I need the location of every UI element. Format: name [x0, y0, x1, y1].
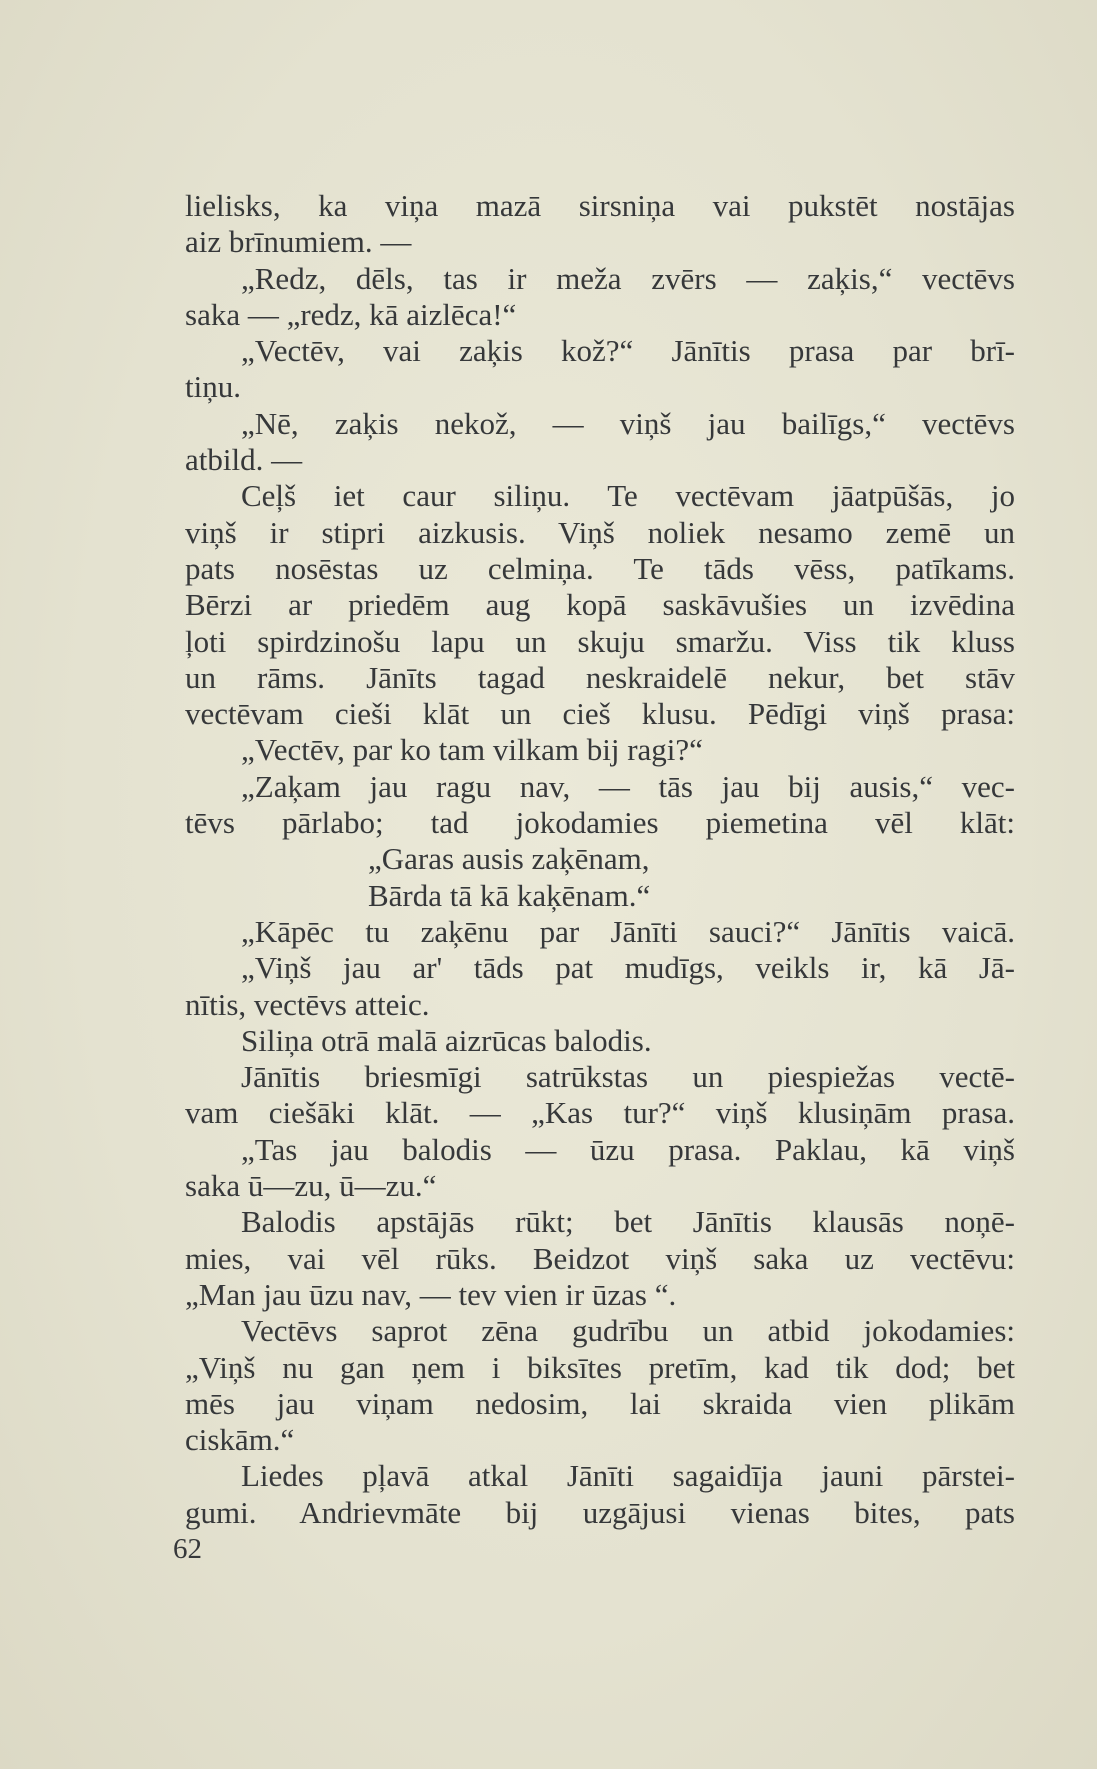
text-line: Siliņa otrā malā aizrūcas balodis. [241, 1022, 652, 1058]
text-line: „Nē, zaķis nekož, — viņš jau bailīgs,“ vectēvs [241, 405, 1015, 441]
text-line: ļoti spirdzinošu lapu un skuju smaržu. Viss tik kluss [185, 623, 1015, 659]
text-line: Ceļš iet caur siliņu. Te vectēvam jāatpūšās, jo [241, 478, 1015, 514]
text-line: „Tas jau balodis — ūzu prasa. Paklau, kā viņš [241, 1131, 1015, 1167]
text-line: mēs jau viņam nedosim, lai skraida vien plikām [185, 1385, 1015, 1421]
text-line: lielisks, ka viņa mazā sirsniņa vai pukstēt nostājas [185, 188, 1015, 223]
text-line: vectēvam cieši klāt un cieš klusu. Pēdīgi viņš prasa: [185, 696, 1015, 732]
text-line: „Viņš nu gan ņem i biksītes pretīm, kad tik dod; bet [185, 1349, 1015, 1385]
text-line: „Man jau ūzu nav, — tev vien ir ūzas “. [185, 1276, 677, 1312]
text-line: aiz brīnumiem. — [185, 224, 412, 260]
text-line: viņš ir stipri aizkusis. Viņš noliek nesamo zemē un [185, 514, 1015, 550]
text-line: pats nosēstas uz celmiņa. Te tāds vēss, patīkams. [185, 550, 1015, 586]
text-line: nītis, vectēvs atteic. [185, 986, 430, 1022]
text-line: „Kāpēc tu zaķēnu par Jānīti sauci?“ Jānītis vaicā. [241, 913, 1015, 949]
text-line: Balodis apstājās rūkt; bet Jānītis klausās noņē- [241, 1204, 1015, 1240]
text-line: saka — „redz, kā aizlēca!“ [185, 296, 517, 332]
text-line: „Redz, dēls, tas ir meža zvērs — zaķis,“ vectēvs [241, 260, 1015, 296]
text-line: Bērzi ar priedēm aug kopā saskāvušies un izvēdina [185, 587, 1015, 623]
text-line: tiņu. [185, 369, 241, 405]
text-line: mies, vai vēl rūks. Beidzot viņš saka uz vectēvu: [185, 1240, 1015, 1276]
text-line: un rāms. Jānīts tagad neskraidelē nekur, bet stāv [185, 659, 1015, 695]
text-line: „Vectēv, vai zaķis kož?“ Jānītis prasa par brī- [241, 333, 1015, 369]
text-line: „Zaķam jau ragu nav, — tās jau bij ausis,“ vec- [241, 768, 1015, 804]
text-line: Vectēvs saprot zēna gudrību un atbid jokodamies: [241, 1313, 1015, 1349]
text-line: Bārda tā kā kaķēnam.“ [368, 877, 651, 913]
text-line: „Vectēv, par ko tam vilkam bij ragi?“ [241, 732, 703, 768]
text-line: „Garas ausis zaķēnam, [368, 841, 650, 877]
text-line: atbild. — [185, 442, 303, 478]
text-line: tēvs pārlabo; tad jokodamies piemetina vēl klāt: [185, 805, 1015, 841]
text-line: vam ciešāki klāt. — „Kas tur?“ viņš klusiņām prasa. [185, 1095, 1015, 1131]
text-line: ciskām.“ [185, 1422, 295, 1458]
text-line: saka ū—zu, ū—zu.“ [185, 1168, 437, 1204]
text-line: gumi. Andrievmāte bij uzgājusi vienas bites, pats [185, 1494, 1015, 1530]
text-line: Liedes pļavā atkal Jānīti sagaidīja jauni pārstei- [241, 1458, 1015, 1494]
text-line: Jānītis briesmīgi satrūkstas un piespiežas vectē- [241, 1059, 1015, 1095]
text-line: „Viņš jau ar' tāds pat mudīgs, veikls ir, kā Jā- [241, 950, 1015, 986]
body-text [185, 188, 1015, 1531]
page-number: 62 [173, 1533, 202, 1565]
